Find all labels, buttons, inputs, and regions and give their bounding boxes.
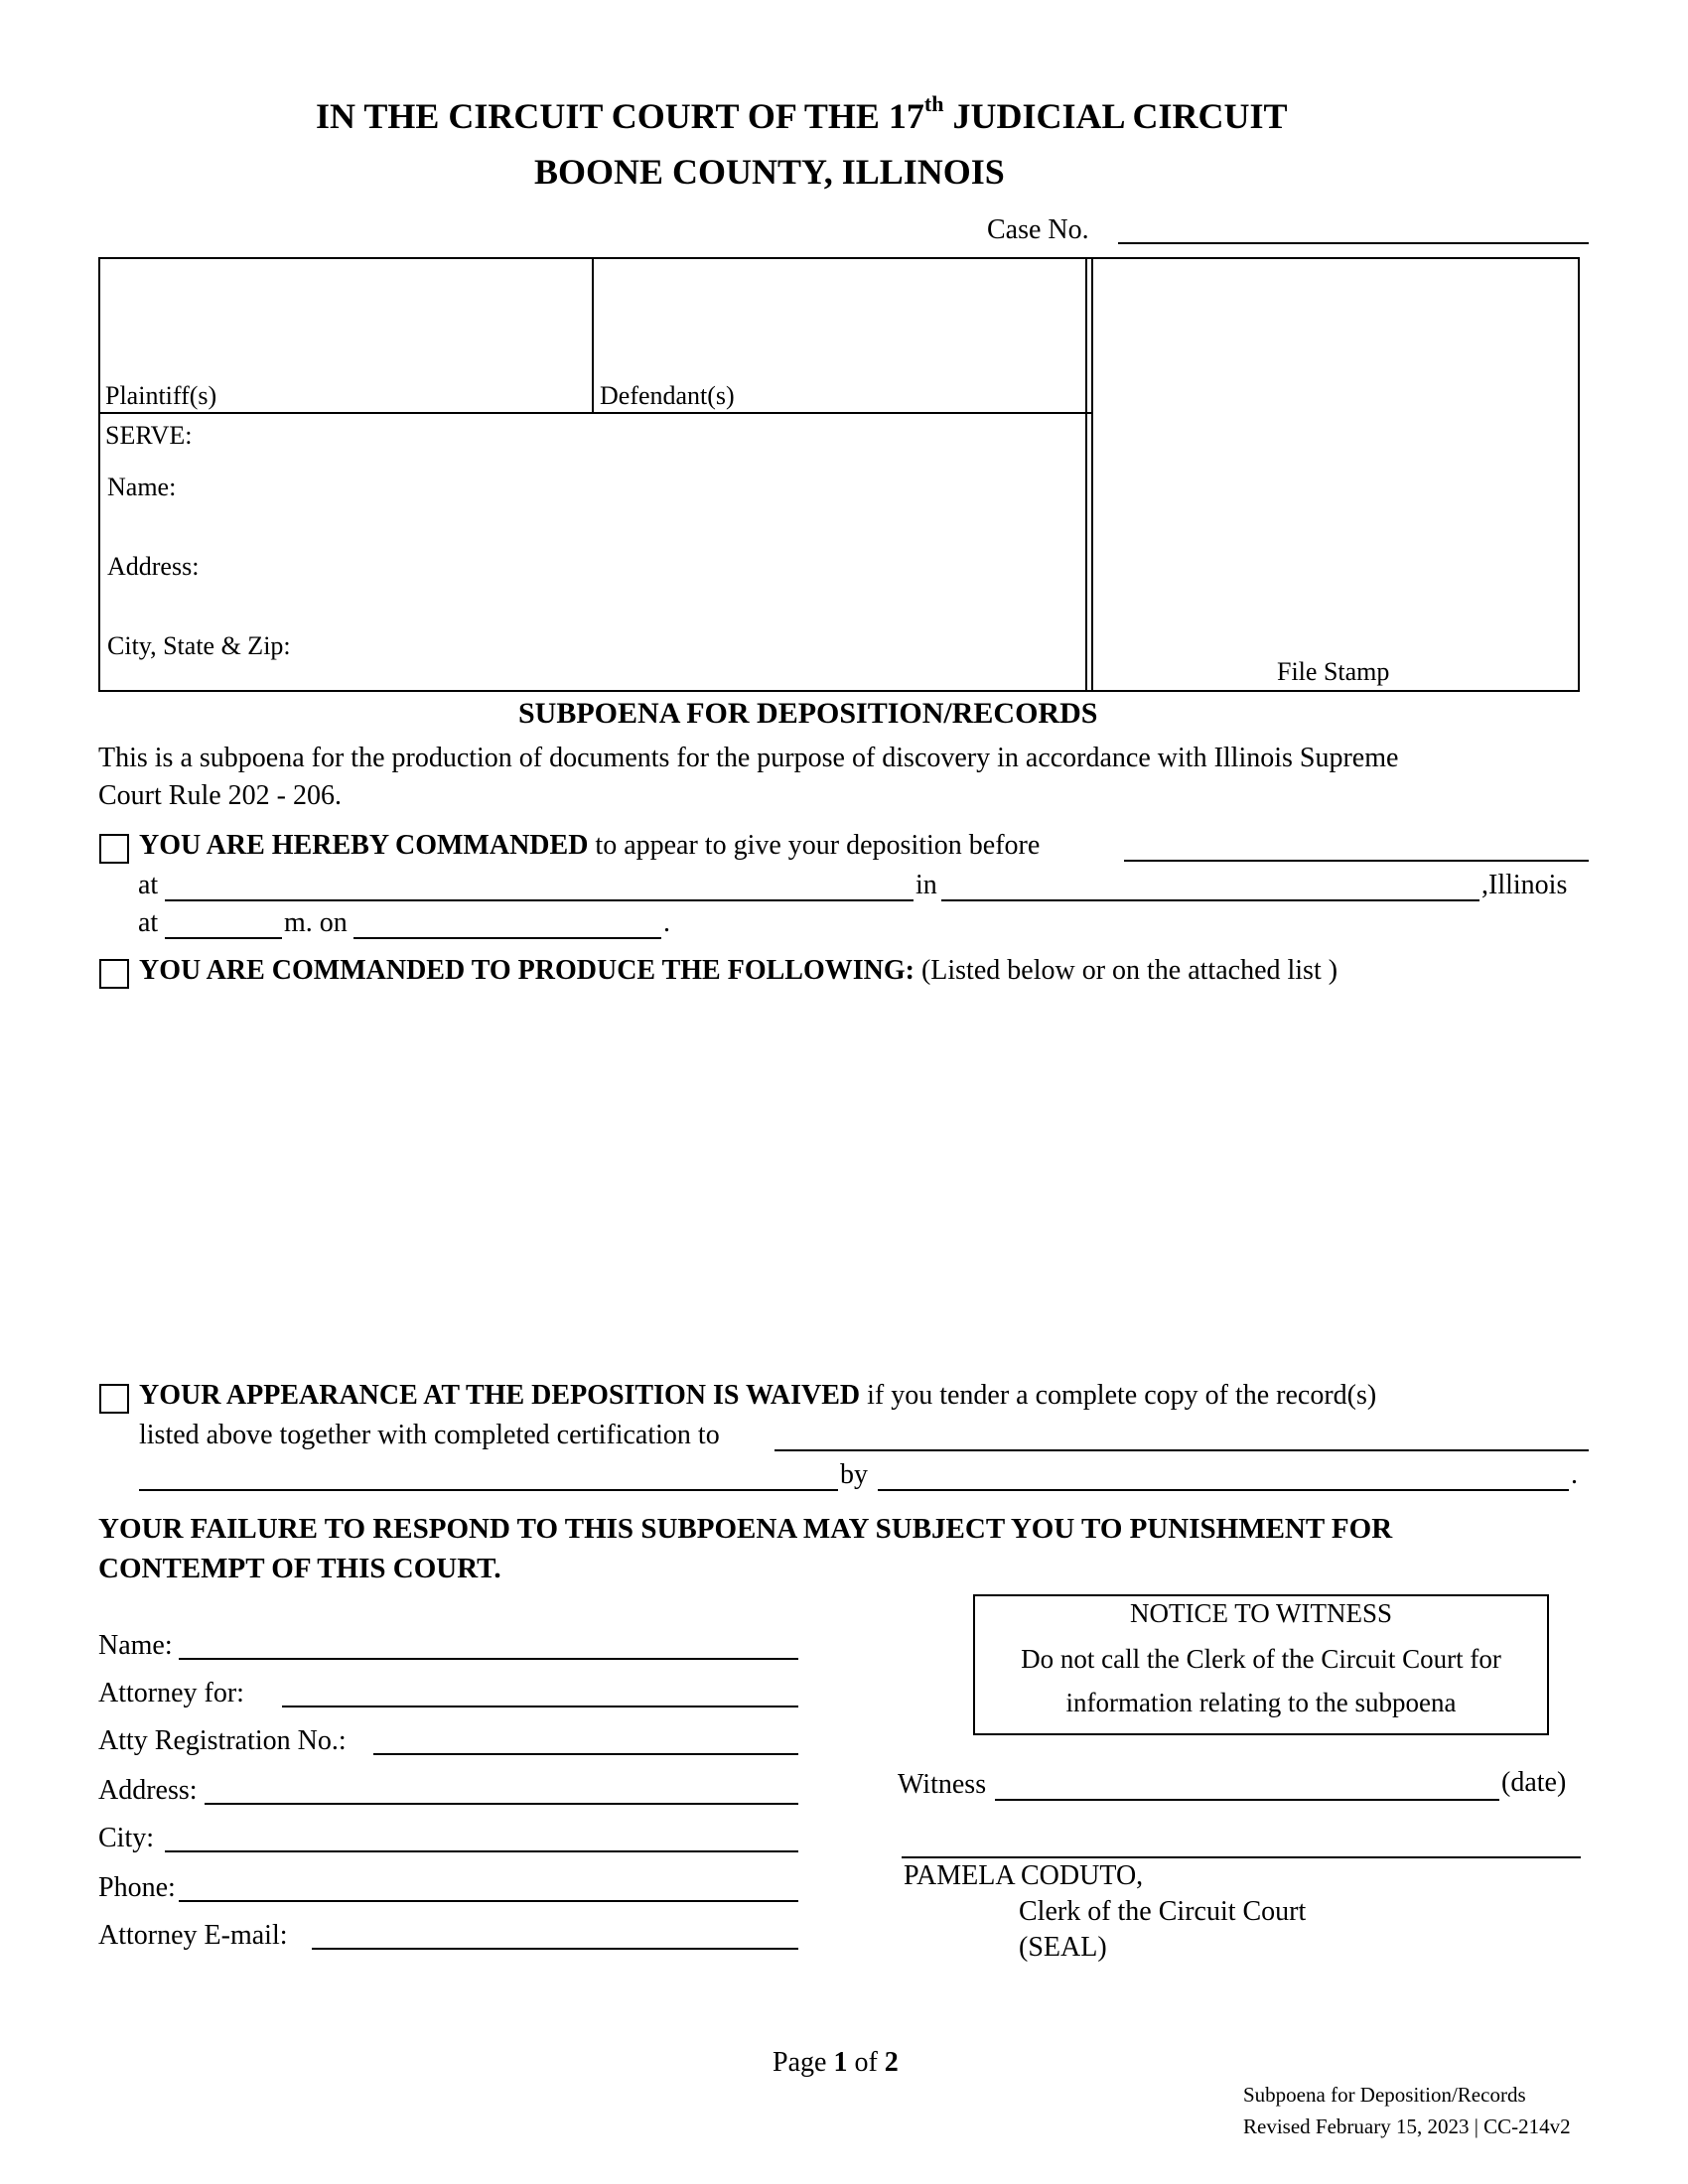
witness-date-input[interactable] — [995, 1771, 1499, 1801]
waived-text: YOUR APPEARANCE AT THE DEPOSITION IS WAIVED if you tender a complete copy of the record(s) — [139, 1380, 1377, 1411]
serve-label: SERVE: — [105, 421, 193, 450]
case-no-input[interactable] — [1118, 214, 1589, 244]
defendant-input[interactable] — [600, 266, 1086, 377]
serve-address-label: Address: — [107, 552, 200, 581]
attorney-for-input[interactable] — [282, 1678, 798, 1707]
deposition-illinois-label: ,Illinois — [1481, 870, 1568, 900]
footer-revision: Revised February 15, 2023 | CC-214v2 — [1243, 2115, 1571, 2138]
attorney-city-label: City: — [98, 1823, 155, 1853]
file-stamp-box — [1085, 257, 1580, 692]
waived-period: . — [1571, 1459, 1578, 1490]
attorney-address-label: Address: — [98, 1775, 198, 1806]
attorney-registration-label: Atty Registration No.: — [98, 1725, 347, 1756]
plaintiff-label: Plaintiff(s) — [105, 381, 217, 410]
case-no-label: Case No. — [987, 214, 1089, 245]
attorney-phone-label: Phone: — [98, 1872, 176, 1903]
caption-divider-horizontal — [98, 412, 1093, 414]
produce-items-input[interactable] — [139, 999, 1589, 1366]
deposition-at-time-label: at — [138, 907, 159, 938]
deposition-in-label: in — [915, 870, 937, 900]
witness-date-label: (date) — [1501, 1767, 1567, 1798]
serve-address-input[interactable] — [218, 548, 1072, 580]
attorney-email-input[interactable] — [312, 1920, 798, 1950]
attorney-email-label: Attorney E-mail: — [98, 1920, 288, 1951]
footer-form-name: Subpoena for Deposition/Records — [1243, 2083, 1526, 2107]
clerk-name: PAMELA CODUTO, — [904, 1860, 1144, 1891]
court-title: IN THE CIRCUIT COURT OF THE 17th JUDICIAL CIRCUIT — [316, 91, 1288, 136]
file-stamp-label: File Stamp — [1277, 657, 1390, 686]
caption-divider-vertical — [592, 257, 594, 413]
attorney-address-input[interactable] — [205, 1775, 798, 1805]
deposition-at-label: at — [138, 870, 159, 900]
attorney-registration-input[interactable] — [373, 1725, 798, 1755]
deposition-before-input[interactable] — [1124, 832, 1589, 862]
deposition-time-input[interactable] — [165, 909, 282, 939]
deposition-city-input[interactable] — [941, 872, 1479, 901]
deposition-date-input[interactable] — [353, 909, 661, 939]
waived-by-date-input[interactable] — [878, 1461, 1569, 1491]
county-title: BOONE COUNTY, ILLINOIS — [534, 152, 1005, 192]
produce-checkbox[interactable] — [99, 959, 129, 989]
attorney-phone-input[interactable] — [179, 1872, 798, 1902]
failure-warning-line2: CONTEMPT OF THIS COURT. — [98, 1553, 501, 1584]
serve-city-state-zip-label: City, State & Zip: — [107, 631, 291, 660]
attorney-name-label: Name: — [98, 1630, 173, 1661]
ordinal-suffix: th — [923, 91, 944, 116]
defendant-label: Defendant(s) — [600, 381, 735, 410]
waived-certification-label: listed above together with completed certification to — [139, 1420, 720, 1450]
form-title: SUBPOENA FOR DEPOSITION/RECORDS — [518, 697, 1098, 730]
deposition-command-text: YOU ARE HEREBY COMMANDED to appear to give your deposition before — [139, 830, 1041, 861]
deposition-m-on-label: m. on — [284, 907, 348, 938]
waived-recipient-input[interactable] — [139, 1461, 838, 1491]
failure-warning-line1: YOUR FAILURE TO RESPOND TO THIS SUBPOENA MAY SUBJECT YOU TO PUNISHMENT FOR — [98, 1513, 1393, 1545]
waived-certification-to-input[interactable] — [774, 1422, 1589, 1451]
produce-command-text: YOU ARE COMMANDED TO PRODUCE THE FOLLOWING: (Listed below or on the attached list ) — [139, 955, 1338, 986]
clerk-seal: (SEAL) — [1019, 1932, 1107, 1963]
notice-line2: information relating to the subpoena — [1065, 1688, 1457, 1717]
serve-name-label: Name: — [107, 473, 177, 501]
waived-by-label: by — [840, 1459, 868, 1490]
notice-line1: Do not call the Clerk of the Circuit Court for — [1021, 1644, 1501, 1674]
witness-label: Witness — [898, 1769, 987, 1800]
attorney-for-label: Attorney for: — [98, 1678, 244, 1708]
deposition-date-period: . — [663, 907, 670, 938]
notice-title: NOTICE TO WITNESS — [1129, 1598, 1392, 1628]
attorney-name-input[interactable] — [179, 1630, 798, 1660]
deposition-location-input[interactable] — [165, 872, 914, 901]
intro-text-line1: This is a subpoena for the production of documents for the purpose of discovery in accordance with Illinois Supreme — [98, 743, 1399, 773]
deposition-checkbox[interactable] — [99, 834, 129, 864]
clerk-title: Clerk of the Circuit Court — [1019, 1896, 1307, 1927]
waived-checkbox[interactable] — [99, 1384, 129, 1414]
clerk-signature-line — [902, 1856, 1581, 1858]
intro-text-line2: Court Rule 202 - 206. — [98, 780, 342, 811]
attorney-city-input[interactable] — [165, 1823, 798, 1852]
plaintiff-input[interactable] — [105, 266, 586, 377]
serve-city-state-zip-input[interactable] — [316, 627, 1072, 659]
serve-name-input[interactable] — [199, 469, 1072, 500]
page-number: Page 1 of 2 — [773, 2047, 899, 2078]
